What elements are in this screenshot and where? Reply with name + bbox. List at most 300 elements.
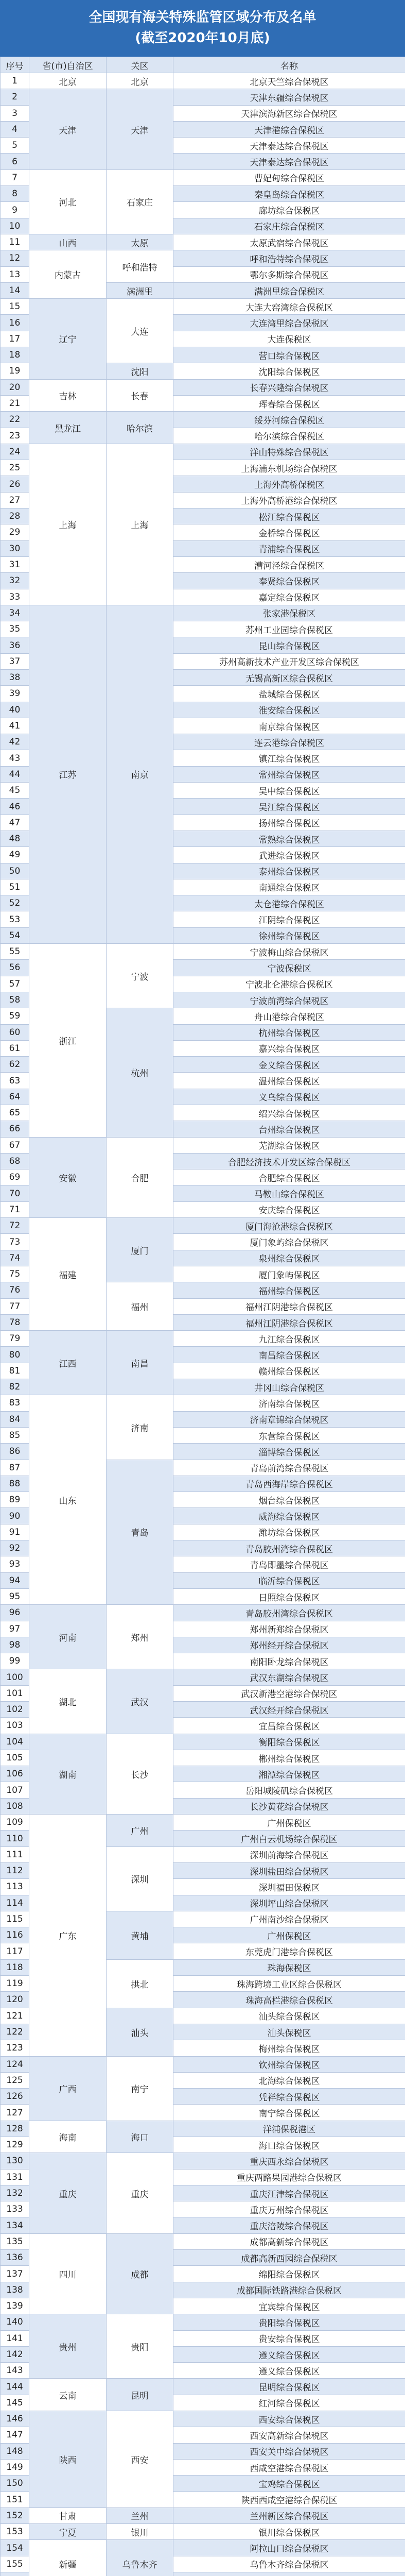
row-seq: 152 (1, 2507, 29, 2523)
table-row (1, 944, 405, 960)
row-seq: 13 (1, 266, 29, 282)
row-seq: 2 (1, 89, 29, 105)
row-zone-name: 昆山综合保税区 (173, 637, 405, 653)
row-seq: 113 (1, 1879, 29, 1895)
row-region: 云南 (29, 2379, 107, 2411)
row-zone-name: 威海综合保税区 (173, 1508, 405, 1524)
row-region: 湖北 (29, 1669, 107, 1734)
row-seq: 26 (1, 476, 29, 492)
row-seq: 47 (1, 815, 29, 831)
row-region: 江西 (29, 1331, 107, 1395)
row-customs: 广州 (107, 1815, 173, 1847)
row-seq: 21 (1, 395, 29, 411)
row-zone-name: 贵安综合保税区 (173, 2330, 405, 2346)
row-seq: 43 (1, 750, 29, 766)
row-zone-name: 西咸空港综合保税区 (173, 2459, 405, 2475)
row-zone-name: 廊坊综合保税区 (173, 202, 405, 218)
row-seq: 132 (1, 2185, 29, 2201)
row-seq: 73 (1, 1234, 29, 1250)
table-row (1, 2233, 405, 2249)
row-region: 新疆 (29, 2540, 107, 2576)
row-seq: 24 (1, 444, 29, 460)
row-seq: 55 (1, 944, 29, 960)
row-zone-name: 南通综合保税区 (173, 879, 405, 895)
row-region: 河南 (29, 1605, 107, 1669)
row-seq: 126 (1, 2089, 29, 2105)
row-zone-name: 苏州工业园综合保税区 (173, 621, 405, 637)
row-customs: 长春 (107, 379, 173, 412)
table-row (1, 299, 405, 315)
row-customs: 郑州 (107, 1605, 173, 1669)
row-zone-name: 嘉兴综合保税区 (173, 1040, 405, 1056)
row-seq: 50 (1, 863, 29, 879)
header-customs: 关区 (107, 57, 173, 73)
row-seq: 154 (1, 2540, 29, 2556)
row-seq: 150 (1, 2476, 29, 2492)
row-zone-name: 大连大窑湾综合保税区 (173, 299, 405, 315)
row-seq: 122 (1, 2024, 29, 2040)
row-seq: 18 (1, 347, 29, 363)
row-customs: 沈阳 (107, 363, 173, 379)
row-seq: 125 (1, 2072, 29, 2088)
row-seq: 46 (1, 799, 29, 815)
row-seq: 63 (1, 1073, 29, 1089)
row-zone-name: 西安综合保税区 (173, 2411, 405, 2427)
row-zone-name: 广州保税区 (173, 1815, 405, 1831)
row-seq (1, 2572, 29, 2576)
row-seq: 121 (1, 2008, 29, 2024)
row-seq: 75 (1, 1266, 29, 1282)
row-region: 内蒙古 (29, 250, 107, 299)
row-zone-name: 泉州综合保税区 (173, 1250, 405, 1266)
row-zone-name: 上海外高桥保税区 (173, 476, 405, 492)
header-name: 名称 (173, 57, 405, 73)
row-seq: 22 (1, 412, 29, 428)
row-zone-name: 重庆涪陵综合保税区 (173, 2217, 405, 2233)
row-seq: 106 (1, 1766, 29, 1782)
table-row (1, 1669, 405, 1685)
row-seq: 107 (1, 1782, 29, 1798)
row-zone-name: 济南综合保税区 (173, 1395, 405, 1411)
table-row (1, 2411, 405, 2427)
row-zone-name: 松江综合保税区 (173, 509, 405, 524)
row-seq: 6 (1, 154, 29, 170)
row-zone-name: 郑州新郑综合保税区 (173, 1621, 405, 1637)
row-seq: 35 (1, 621, 29, 637)
row-zone-name: 南阳卧龙综合保税区 (173, 1653, 405, 1669)
row-region: 广西 (29, 2056, 107, 2121)
row-seq: 25 (1, 460, 29, 476)
row-zone-name: 大连保税区 (173, 331, 405, 347)
row-customs: 济南 (107, 1395, 173, 1460)
row-seq: 38 (1, 669, 29, 685)
row-seq: 112 (1, 1862, 29, 1878)
row-zone-name: 厦门象屿综合保税区 (173, 1234, 405, 1250)
row-zone-name: 义乌综合保税区 (173, 1089, 405, 1105)
row-zone-name: 钦州综合保税区 (173, 2056, 405, 2072)
row-zone-name: 马鞍山综合保税区 (173, 1185, 405, 1201)
table-row (1, 379, 405, 395)
row-seq: 39 (1, 686, 29, 702)
row-seq: 93 (1, 1556, 29, 1572)
row-region: 河北 (29, 170, 107, 234)
row-customs: 成都 (107, 2233, 173, 2314)
row-seq: 110 (1, 1831, 29, 1846)
row-seq: 151 (1, 2492, 29, 2507)
row-region: 陕西 (29, 2411, 107, 2508)
row-seq: 60 (1, 1024, 29, 1040)
row-zone-name: 昆明综合保税区 (173, 2379, 405, 2395)
row-seq: 103 (1, 1718, 29, 1734)
row-seq: 155 (1, 2556, 29, 2572)
row-seq: 118 (1, 1959, 29, 1975)
table-header-row (1, 57, 405, 73)
row-zone-name: 合肥综合保税区 (173, 1170, 405, 1185)
row-seq: 40 (1, 702, 29, 718)
row-region: 北京 (29, 73, 107, 89)
row-seq: 37 (1, 653, 29, 669)
row-zone-name: 淄博综合保税区 (173, 1444, 405, 1460)
row-zone-name: 北海综合保税区 (173, 2072, 405, 2088)
row-customs: 哈尔滨 (107, 412, 173, 444)
row-zone-name: 曹妃甸综合保税区 (173, 170, 405, 185)
row-zone-name: 长春兴隆综合保税区 (173, 379, 405, 395)
row-zone-name: 东莞虎门港综合保税区 (173, 1943, 405, 1959)
row-customs: 呼和浩特 (107, 250, 173, 283)
table-row (1, 605, 405, 621)
row-customs: 昆明 (107, 2379, 173, 2411)
row-seq: 54 (1, 927, 29, 943)
row-zone-name: 武汉东湖综合保税区 (173, 1669, 405, 1685)
row-seq: 33 (1, 589, 29, 605)
row-zone-name: 福州江阴港综合保税区 (173, 1314, 405, 1330)
row-zone-name: 岳阳城陵矶综合保税区 (173, 1782, 405, 1798)
row-seq: 89 (1, 1492, 29, 1508)
row-seq: 88 (1, 1476, 29, 1492)
row-region: 黑龙江 (29, 412, 107, 444)
row-customs: 西安 (107, 2411, 173, 2508)
row-zone-name: 天津东疆综合保税区 (173, 89, 405, 105)
row-customs: 南昌 (107, 1331, 173, 1395)
row-zone-name: 洋山特殊综合保税区 (173, 444, 405, 460)
row-zone-name: 江阴综合保税区 (173, 911, 405, 927)
row-zone-name: 温州综合保税区 (173, 1073, 405, 1089)
row-seq: 59 (1, 1008, 29, 1024)
table-row (1, 250, 405, 266)
row-seq: 36 (1, 637, 29, 653)
row-region: 四川 (29, 2233, 107, 2314)
row-zone-name: 青岛西海岸综合保税区 (173, 1476, 405, 1492)
row-zone-name: 杭州综合保税区 (173, 1024, 405, 1040)
row-seq: 67 (1, 1137, 29, 1153)
row-zone-name: 太仓港综合保税区 (173, 895, 405, 911)
table-row (1, 2524, 405, 2540)
table-row (1, 2379, 405, 2395)
table-row (1, 1734, 405, 1750)
table-row (1, 2540, 405, 2556)
header-seq: 序号 (1, 57, 29, 73)
row-seq: 81 (1, 1363, 29, 1379)
row-customs: 拱北 (107, 1959, 173, 2008)
row-zone-name: 北京天竺综合保税区 (173, 73, 405, 89)
row-seq: 76 (1, 1282, 29, 1298)
row-seq: 130 (1, 2153, 29, 2169)
row-zone-name: 吴江综合保税区 (173, 799, 405, 815)
row-seq: 20 (1, 379, 29, 395)
row-zone-name: 上海外高桥港综合保税区 (173, 492, 405, 508)
row-zone-name: 广州保税区 (173, 1927, 405, 1943)
row-customs: 上海 (107, 444, 173, 605)
row-zone-name: 珲春综合保税区 (173, 395, 405, 411)
row-zone-name: 武汉新港空港综合保税区 (173, 1685, 405, 1701)
row-seq: 15 (1, 299, 29, 315)
row-zone-name: 南京综合保税区 (173, 718, 405, 734)
row-region: 山东 (29, 1395, 107, 1605)
row-zone-name: 洋浦保税港区 (173, 2121, 405, 2137)
row-customs: 南宁 (107, 2056, 173, 2121)
row-zone-name: 常州综合保税区 (173, 766, 405, 782)
row-seq: 16 (1, 315, 29, 331)
row-region: 贵州 (29, 2314, 107, 2379)
row-zone-name: 乌鲁木齐综合保税区 (173, 2556, 405, 2572)
row-seq: 48 (1, 831, 29, 846)
row-zone-name: 宁波前湾综合保税区 (173, 992, 405, 1008)
row-customs: 北京 (107, 73, 173, 89)
table-row (1, 412, 405, 428)
row-customs: 兰州 (107, 2507, 173, 2523)
row-zone-name: 日照综合保税区 (173, 1588, 405, 1604)
row-seq: 45 (1, 783, 29, 799)
row-seq: 120 (1, 1992, 29, 2008)
row-zone-name: 绥芬河综合保税区 (173, 412, 405, 428)
row-zone-name: 泰州综合保税区 (173, 863, 405, 879)
row-seq: 115 (1, 1911, 29, 1927)
row-customs: 银川 (107, 2524, 173, 2540)
table-row (1, 170, 405, 185)
row-seq: 143 (1, 2363, 29, 2379)
row-customs: 青岛 (107, 1460, 173, 1605)
row-zone-name: 汕头保税区 (173, 2024, 405, 2040)
row-zone-name: 营口综合保税区 (173, 347, 405, 363)
row-zone-name: 福州江阴港综合保税区 (173, 1298, 405, 1314)
row-seq: 94 (1, 1572, 29, 1588)
row-seq: 44 (1, 766, 29, 782)
row-zone-name: 淮安综合保税区 (173, 702, 405, 718)
row-seq: 114 (1, 1895, 29, 1911)
row-zone-name: 青浦综合保税区 (173, 540, 405, 556)
row-seq: 124 (1, 2056, 29, 2072)
row-zone-name: 成都高新综合保税区 (173, 2233, 405, 2249)
row-zone-name: 济南章锦综合保税区 (173, 1411, 405, 1427)
row-zone-name: 红河综合保税区 (173, 2395, 405, 2411)
row-seq: 51 (1, 879, 29, 895)
row-customs: 贵阳 (107, 2314, 173, 2379)
row-zone-name: 台州综合保税区 (173, 1121, 405, 1137)
row-zone-name: 舟山港综合保税区 (173, 1008, 405, 1024)
row-seq: 109 (1, 1815, 29, 1831)
row-zone-name: 奉贤综合保税区 (173, 573, 405, 589)
row-seq: 29 (1, 524, 29, 540)
row-seq: 97 (1, 1621, 29, 1637)
row-zone-name: 西安关中综合保税区 (173, 2443, 405, 2459)
row-seq: 12 (1, 250, 29, 266)
row-zone-name: 合肥经济技术开发区综合保税区 (173, 1153, 405, 1169)
row-seq: 3 (1, 105, 29, 121)
row-region: 安徽 (29, 1137, 107, 1217)
row-seq: 144 (1, 2379, 29, 2395)
row-zone-name: 武汉经开综合保税区 (173, 1701, 405, 1717)
row-customs: 汕头 (107, 2008, 173, 2056)
row-seq: 138 (1, 2282, 29, 2298)
row-seq: 41 (1, 718, 29, 734)
row-zone-name: 重庆两路果园港综合保税区 (173, 2169, 405, 2185)
row-seq: 102 (1, 1701, 29, 1717)
row-zone-name: 绍兴综合保税区 (173, 1105, 405, 1121)
row-zone-name: 青岛胶州湾综合保税区 (173, 1605, 405, 1621)
table-row (1, 2056, 405, 2072)
row-seq: 23 (1, 428, 29, 444)
row-zone-name: 镇江综合保税区 (173, 750, 405, 766)
row-zone-name: 嘉定综合保税区 (173, 589, 405, 605)
row-zone-name: 连云港综合保税区 (173, 734, 405, 750)
row-zone-name: 深圳前海综合保税区 (173, 1846, 405, 1862)
row-zone-name: 成都高新西园综合保税区 (173, 2250, 405, 2266)
row-zone-name: 广州白云机场综合保税区 (173, 1831, 405, 1846)
row-seq: 42 (1, 734, 29, 750)
row-seq: 30 (1, 540, 29, 556)
row-customs: 长沙 (107, 1734, 173, 1814)
row-seq: 7 (1, 170, 29, 185)
row-seq: 134 (1, 2217, 29, 2233)
row-seq: 5 (1, 138, 29, 154)
row-zone-name: 张家港保税区 (173, 605, 405, 621)
row-zone-name: 深圳福田保税区 (173, 1879, 405, 1895)
row-zone-name: 金桥综合保税区 (173, 524, 405, 540)
row-customs: 大连 (107, 299, 173, 363)
row-seq: 10 (1, 218, 29, 234)
row-zone-name: 苏州高新技术产业开发区综合保税区 (173, 653, 405, 669)
row-zone-name: 广州南沙综合保税区 (173, 1911, 405, 1927)
row-region: 海南 (29, 2121, 107, 2153)
row-region: 天津 (29, 89, 107, 170)
row-seq: 149 (1, 2459, 29, 2475)
row-customs: 重庆 (107, 2153, 173, 2233)
row-zone-name: 无锡高新区综合保税区 (173, 669, 405, 685)
row-seq: 71 (1, 1201, 29, 1217)
row-zone-name: 成都国际铁路港综合保税区 (173, 2282, 405, 2298)
row-seq: 8 (1, 186, 29, 202)
row-zone-name: 宁波北仑港综合保税区 (173, 976, 405, 992)
row-zone-name: 珠海保税区 (173, 1959, 405, 1975)
row-seq: 129 (1, 2137, 29, 2153)
header-region: 省(市)自治区 (29, 57, 107, 73)
row-zone-name: 重庆江津综合保税区 (173, 2185, 405, 2201)
row-seq: 145 (1, 2395, 29, 2411)
row-region: 江苏 (29, 605, 107, 943)
row-zone-name: 深圳盐田综合保税区 (173, 1862, 405, 1878)
row-zone-name: 兰州新区综合保税区 (173, 2507, 405, 2523)
row-zone-name: 满洲里综合保税区 (173, 282, 405, 298)
row-zone-name: 扬州综合保税区 (173, 815, 405, 831)
row-zone-name: 青岛胶州湾综合保税区 (173, 1540, 405, 1556)
row-region: 上海 (29, 444, 107, 605)
row-seq: 65 (1, 1105, 29, 1121)
row-seq: 74 (1, 1250, 29, 1266)
row-zone-name: 宁波保税区 (173, 960, 405, 976)
row-seq: 87 (1, 1460, 29, 1476)
row-seq: 136 (1, 2250, 29, 2266)
row-seq: 14 (1, 282, 29, 298)
row-seq: 139 (1, 2298, 29, 2314)
row-seq: 119 (1, 1976, 29, 1992)
row-region: 吉林 (29, 379, 107, 412)
row-region: 山西 (29, 234, 107, 250)
row-zone-name: 芜湖综合保税区 (173, 1137, 405, 1153)
row-seq: 57 (1, 976, 29, 992)
table-row (1, 1218, 405, 1234)
row-zone-name: 徐州综合保税区 (173, 927, 405, 943)
row-zone-name: 吴中综合保税区 (173, 783, 405, 799)
row-customs: 太原 (107, 234, 173, 250)
row-zone-name: 珠海高栏港综合保税区 (173, 1992, 405, 2008)
page-subtitle: (截至2020年10月底) (135, 30, 270, 46)
row-seq: 105 (1, 1750, 29, 1766)
row-region: 甘肃 (29, 2507, 107, 2523)
row-seq: 116 (1, 1927, 29, 1943)
row-seq: 135 (1, 2233, 29, 2249)
row-zone-name: 安庆综合保税区 (173, 1201, 405, 1217)
table-row (1, 2314, 405, 2330)
row-zone-name: 长沙黄花综合保税区 (173, 1798, 405, 1814)
row-seq: 133 (1, 2201, 29, 2217)
row-seq: 61 (1, 1040, 29, 1056)
row-customs: 乌鲁木齐 (107, 2540, 173, 2576)
row-zone-name: 海口综合保税区 (173, 2137, 405, 2153)
table-row (1, 2153, 405, 2169)
row-zone-name: 秦皇岛综合保税区 (173, 186, 405, 202)
row-seq: 78 (1, 1314, 29, 1330)
table-row (1, 2507, 405, 2523)
row-seq: 82 (1, 1379, 29, 1395)
row-seq: 98 (1, 1637, 29, 1653)
row-seq: 66 (1, 1121, 29, 1137)
row-zone-name: 宝鸡综合保税区 (173, 2476, 405, 2492)
row-zone-name: 金义综合保税区 (173, 1057, 405, 1073)
row-seq: 52 (1, 895, 29, 911)
page-title: 全国现有海关特殊监管区域分布及名单 (89, 10, 316, 25)
row-zone-name: 绵阳综合保税区 (173, 2266, 405, 2282)
row-customs: 石家庄 (107, 170, 173, 234)
row-zone-name: 宜昌综合保税区 (173, 1718, 405, 1734)
row-seq: 141 (1, 2330, 29, 2346)
row-zone-name: 烟台综合保税区 (173, 1492, 405, 1508)
row-seq: 49 (1, 847, 29, 863)
row-zone-name: 青岛即墨综合保税区 (173, 1556, 405, 1572)
row-zone-name: 天津滨海新区综合保税区 (173, 105, 405, 121)
row-seq: 127 (1, 2105, 29, 2121)
row-zone-name: 九江综合保税区 (173, 1331, 405, 1347)
row-seq: 99 (1, 1653, 29, 1669)
row-seq: 91 (1, 1524, 29, 1540)
row-seq: 96 (1, 1605, 29, 1621)
row-zone-name: 宁波梅山综合保税区 (173, 944, 405, 960)
row-seq: 84 (1, 1411, 29, 1427)
row-seq: 95 (1, 1588, 29, 1604)
row-zone-name: 遵义综合保税区 (173, 2363, 405, 2379)
row-seq: 104 (1, 1734, 29, 1750)
row-zone-name: 宜宾综合保税区 (173, 2298, 405, 2314)
row-zone-name: 太原武宿综合保税区 (173, 234, 405, 250)
